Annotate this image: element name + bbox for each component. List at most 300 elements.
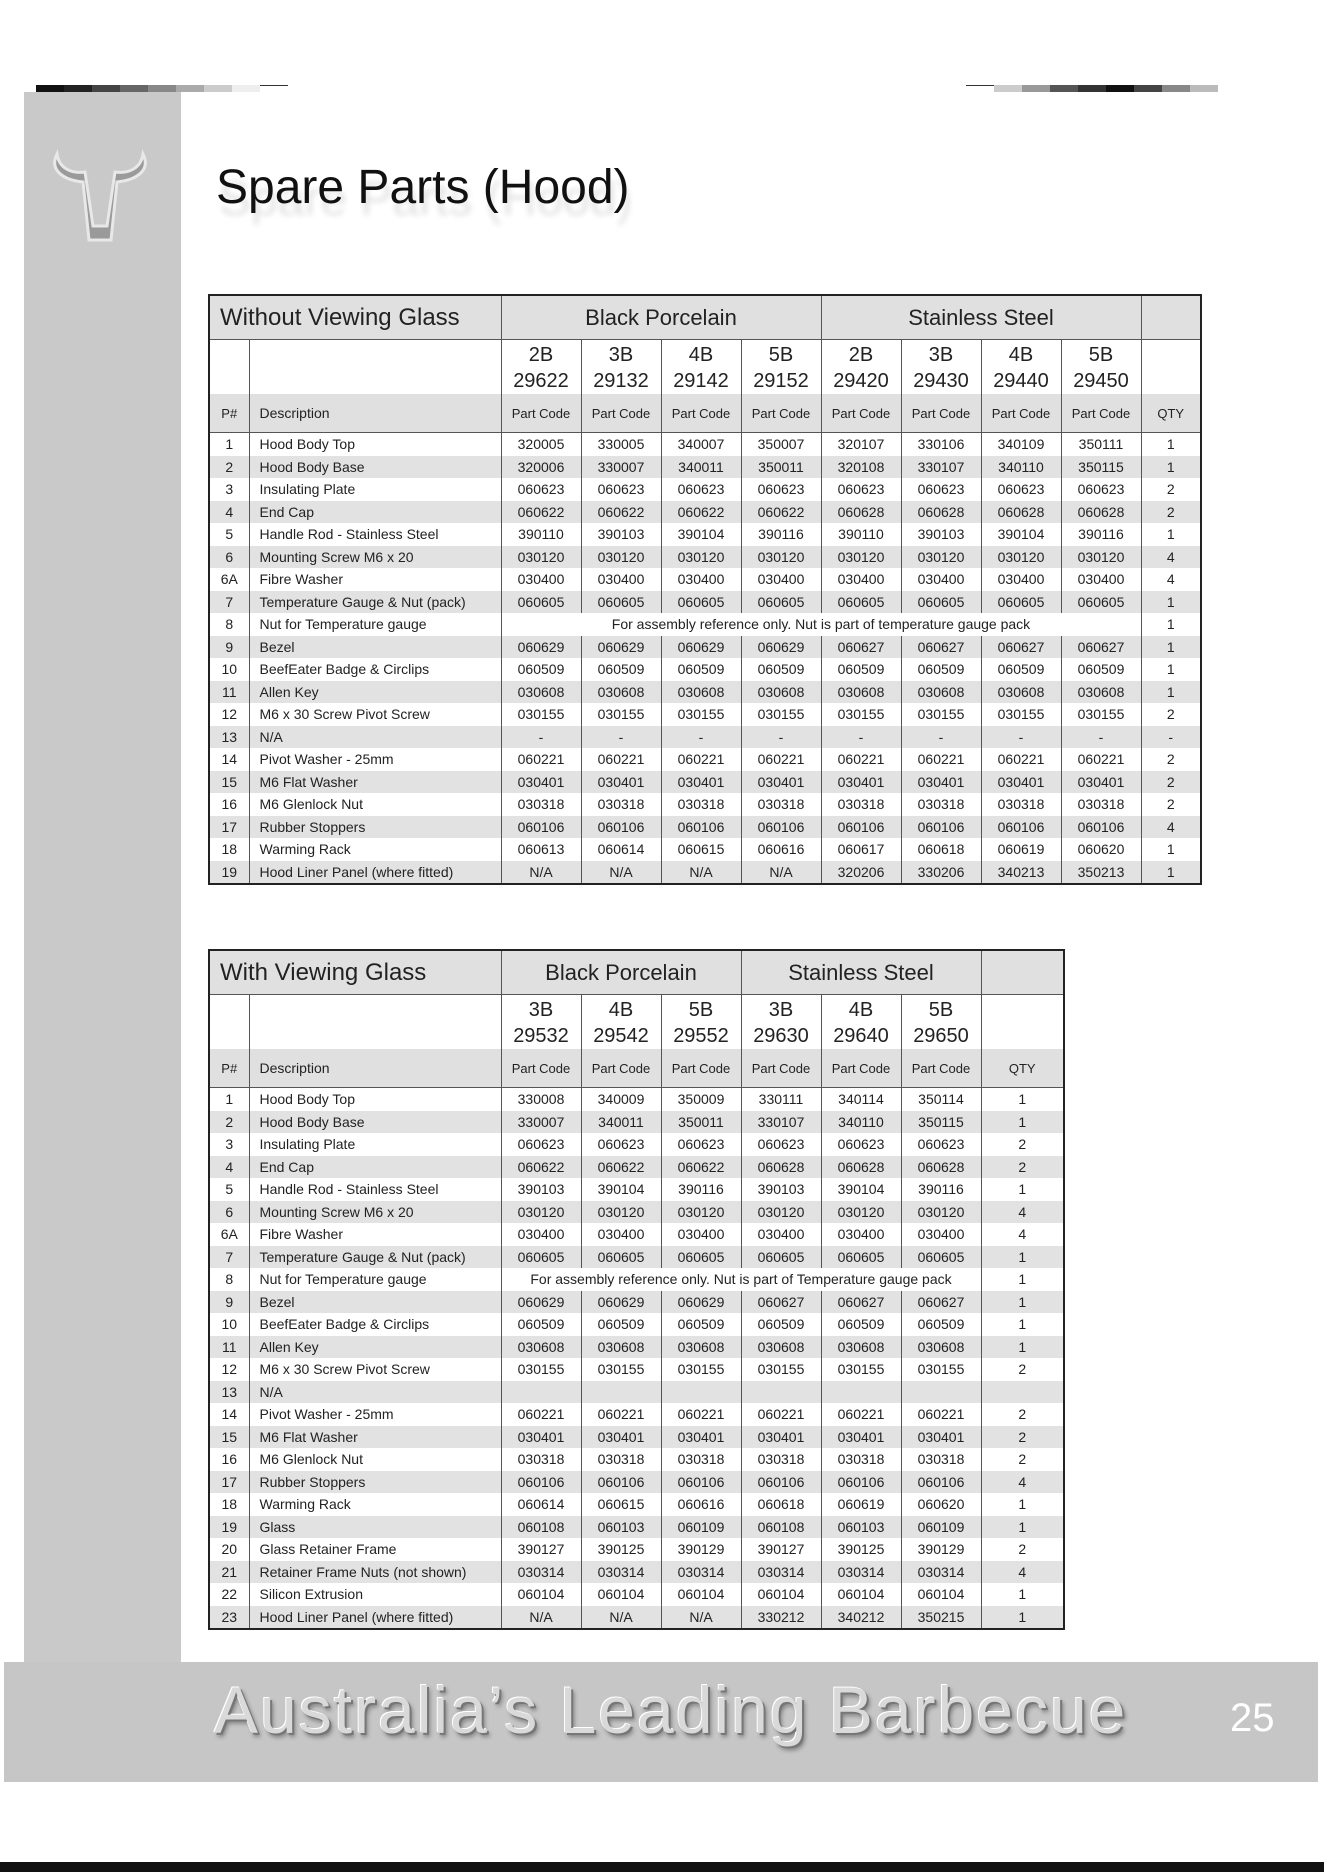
- part-code: 060106: [661, 816, 741, 839]
- part-description: Hood Body Base: [249, 1111, 501, 1134]
- part-code: 320005: [501, 433, 581, 456]
- quantity: 2: [1141, 478, 1201, 501]
- part-code: 060605: [901, 591, 981, 614]
- part-code: 390127: [741, 1538, 821, 1561]
- part-code: 030401: [981, 771, 1061, 794]
- part-number: 14: [209, 1403, 249, 1426]
- part-code: 030400: [1061, 568, 1141, 591]
- model-header: [581, 340, 661, 395]
- part-description: Temperature Gauge & Nut (pack): [249, 591, 501, 614]
- part-number: 2: [209, 456, 249, 479]
- part-code: 060618: [901, 838, 981, 861]
- quantity: 2: [1141, 748, 1201, 771]
- part-code: 030400: [741, 1223, 821, 1246]
- part-code: 030608: [501, 681, 581, 704]
- part-description: M6 x 30 Screw Pivot Screw: [249, 1358, 501, 1381]
- part-code: 030155: [741, 703, 821, 726]
- col-header-part-code: Part Code: [501, 394, 581, 433]
- part-code: 320206: [821, 861, 901, 885]
- table-row: [209, 1493, 1064, 1516]
- part-code: N/A: [501, 1606, 581, 1630]
- part-code: 060617: [821, 838, 901, 861]
- table-row: [209, 478, 1201, 501]
- part-code: 060509: [981, 658, 1061, 681]
- blank-header-cell: [209, 995, 249, 1050]
- part-description: Pivot Washer - 25mm: [249, 1403, 501, 1426]
- part-code: 030318: [821, 793, 901, 816]
- col-header-part-code: Part Code: [661, 1049, 741, 1088]
- table-row: [209, 1606, 1064, 1630]
- quantity: 1: [981, 1336, 1064, 1359]
- part-code: 390116: [901, 1178, 981, 1201]
- parts-table-without-viewing-glass: [208, 294, 1202, 885]
- table-row: [209, 793, 1201, 816]
- col-header-part-code: Part Code: [1061, 394, 1141, 433]
- part-code: 030318: [581, 1448, 661, 1471]
- part-code: 060614: [501, 1493, 581, 1516]
- part-code: 060108: [741, 1516, 821, 1539]
- part-code: 060104: [821, 1583, 901, 1606]
- part-code: 060629: [581, 1291, 661, 1314]
- part-code: 350215: [901, 1606, 981, 1630]
- part-code: 060605: [581, 1246, 661, 1269]
- part-code: 060221: [581, 1403, 661, 1426]
- part-code: [501, 1381, 581, 1404]
- part-code: 060623: [661, 1133, 741, 1156]
- quantity: 1: [1141, 613, 1201, 636]
- part-description: Warming Rack: [249, 838, 501, 861]
- quantity: 4: [1141, 816, 1201, 839]
- part-code: 060628: [981, 501, 1061, 524]
- model-header: [661, 995, 741, 1050]
- part-code: 060627: [821, 636, 901, 659]
- part-description: Retainer Frame Nuts (not shown): [249, 1561, 501, 1584]
- blank-header-cell: [249, 340, 501, 395]
- part-code: 060627: [821, 1291, 901, 1314]
- quantity: -: [1141, 726, 1201, 749]
- quantity: 2: [981, 1133, 1064, 1156]
- part-code: 060623: [501, 1133, 581, 1156]
- part-code: -: [821, 726, 901, 749]
- part-code: 330008: [501, 1088, 581, 1111]
- blank-header-cell: [981, 950, 1064, 995]
- col-header-part-code: Part Code: [821, 394, 901, 433]
- col-header-description: Description: [249, 394, 501, 433]
- table-row: [209, 501, 1201, 524]
- part-code: 060221: [501, 748, 581, 771]
- part-code: 030318: [501, 1448, 581, 1471]
- part-number: 10: [209, 1313, 249, 1336]
- part-code: 030401: [581, 1426, 661, 1449]
- part-code: 060622: [741, 501, 821, 524]
- table-title: With Viewing Glass: [209, 950, 501, 995]
- quantity: 1: [981, 1178, 1064, 1201]
- model-header: [501, 995, 581, 1050]
- part-code: 060509: [901, 658, 981, 681]
- part-number: 6A: [209, 568, 249, 591]
- part-code: 060629: [661, 636, 741, 659]
- part-number: 4: [209, 1156, 249, 1179]
- part-number: 14: [209, 748, 249, 771]
- part-code: 060628: [901, 1156, 981, 1179]
- part-number: 10: [209, 658, 249, 681]
- part-code: 030400: [741, 568, 821, 591]
- model-number: 29630: [753, 1025, 809, 1047]
- table-row: [209, 816, 1201, 839]
- part-description: Hood Body Top: [249, 1088, 501, 1111]
- model-number: 29152: [753, 370, 809, 392]
- table-row: [209, 726, 1201, 749]
- part-code: N/A: [661, 1606, 741, 1630]
- model-header: [741, 340, 821, 395]
- part-code: 340109: [981, 433, 1061, 456]
- part-code: 060628: [1061, 501, 1141, 524]
- table-row: [209, 523, 1201, 546]
- blank-header-cell: [1141, 295, 1201, 340]
- burner-count: 5B: [928, 999, 954, 1021]
- part-code: 390110: [501, 523, 581, 546]
- table-row: [209, 591, 1201, 614]
- col-header-qty: QTY: [981, 1049, 1064, 1088]
- part-code: 030120: [581, 546, 661, 569]
- model-number: 29420: [833, 370, 889, 392]
- part-description: Warming Rack: [249, 1493, 501, 1516]
- part-code: 390103: [581, 523, 661, 546]
- part-number: 15: [209, 771, 249, 794]
- part-code: 060509: [1061, 658, 1141, 681]
- col-header-p: P#: [209, 394, 249, 433]
- part-code: 060103: [581, 1516, 661, 1539]
- quantity: 1: [981, 1313, 1064, 1336]
- part-description: Hood Body Base: [249, 456, 501, 479]
- group-header-black-porcelain: Black Porcelain: [501, 950, 741, 995]
- quantity: 4: [981, 1201, 1064, 1224]
- part-code: 030318: [501, 793, 581, 816]
- table-row: [209, 681, 1201, 704]
- assembly-note: For assembly reference only. Nut is part of Temperature gauge pack: [501, 1268, 981, 1291]
- quantity: 1: [981, 1583, 1064, 1606]
- part-code: 060109: [901, 1516, 981, 1539]
- part-code: 030120: [741, 1201, 821, 1224]
- part-code: 390116: [661, 1178, 741, 1201]
- part-number: 16: [209, 793, 249, 816]
- model-header: [901, 995, 981, 1050]
- part-code: 340007: [661, 433, 741, 456]
- part-code: 030401: [821, 1426, 901, 1449]
- model-number: 29142: [673, 370, 729, 392]
- part-code: 060628: [901, 501, 981, 524]
- part-number: 5: [209, 1178, 249, 1201]
- part-code: N/A: [581, 1606, 661, 1630]
- part-code: 060605: [821, 591, 901, 614]
- quantity: 4: [1141, 568, 1201, 591]
- quantity: 2: [981, 1156, 1064, 1179]
- part-code: 340213: [981, 861, 1061, 885]
- part-number: 8: [209, 1268, 249, 1291]
- burner-count: 3B: [528, 999, 554, 1021]
- table-row: [209, 1313, 1064, 1336]
- table-row: [209, 1268, 1064, 1291]
- part-code: 350009: [661, 1088, 741, 1111]
- part-code: 060627: [1061, 636, 1141, 659]
- part-description: Fibre Washer: [249, 1223, 501, 1246]
- part-code: 060629: [661, 1291, 741, 1314]
- part-code: 030608: [581, 681, 661, 704]
- part-code: 060106: [1061, 816, 1141, 839]
- part-code: 060622: [501, 1156, 581, 1179]
- quantity: 2: [981, 1538, 1064, 1561]
- col-header-part-code: Part Code: [901, 1049, 981, 1088]
- part-code: -: [1061, 726, 1141, 749]
- part-code: 060628: [821, 1156, 901, 1179]
- part-code: 060629: [581, 636, 661, 659]
- part-code: 060106: [661, 1471, 741, 1494]
- part-code: 060605: [741, 1246, 821, 1269]
- part-code: 060605: [901, 1246, 981, 1269]
- quantity: 1: [1141, 433, 1201, 456]
- part-code: 340011: [661, 456, 741, 479]
- table-row: [209, 1516, 1064, 1539]
- table-row: [209, 1561, 1064, 1584]
- part-number: 1: [209, 433, 249, 456]
- part-description: M6 Glenlock Nut: [249, 1448, 501, 1471]
- part-description: Bezel: [249, 1291, 501, 1314]
- part-code: 030155: [741, 1358, 821, 1381]
- col-header-description: Description: [249, 1049, 501, 1088]
- part-code: 320108: [821, 456, 901, 479]
- part-code: 060221: [1061, 748, 1141, 771]
- footer-slogan: Australia’s Leading Barbecue: [214, 1673, 1128, 1747]
- part-description: Mounting Screw M6 x 20: [249, 546, 501, 569]
- part-code: 060623: [901, 1133, 981, 1156]
- part-code: [821, 1381, 901, 1404]
- quantity: 1: [981, 1516, 1064, 1539]
- part-code: 060509: [901, 1313, 981, 1336]
- part-code: 060509: [501, 1313, 581, 1336]
- part-code: 060629: [501, 1291, 581, 1314]
- group-header-stainless-steel: Stainless Steel: [821, 295, 1141, 340]
- part-code: 330111: [741, 1088, 821, 1111]
- part-code: 030120: [1061, 546, 1141, 569]
- part-code: 340011: [581, 1111, 661, 1134]
- part-code: 030400: [581, 568, 661, 591]
- part-code: 030155: [581, 703, 661, 726]
- part-code: 060627: [901, 636, 981, 659]
- part-code: 060221: [981, 748, 1061, 771]
- part-code: 060104: [741, 1583, 821, 1606]
- part-description: Glass: [249, 1516, 501, 1539]
- part-code: 030400: [821, 1223, 901, 1246]
- part-code: 060605: [981, 591, 1061, 614]
- part-code: 030120: [501, 546, 581, 569]
- part-code: 030155: [581, 1358, 661, 1381]
- table-row: [209, 1448, 1064, 1471]
- part-code: 060106: [741, 816, 821, 839]
- part-code: 030314: [581, 1561, 661, 1584]
- part-code: 030608: [821, 1336, 901, 1359]
- part-code: 060104: [661, 1583, 741, 1606]
- part-code: 060627: [741, 1291, 821, 1314]
- part-code: 060221: [901, 1403, 981, 1426]
- part-number: 9: [209, 1291, 249, 1314]
- part-code: 030400: [661, 568, 741, 591]
- quantity: 4: [981, 1223, 1064, 1246]
- part-code: 060620: [1061, 838, 1141, 861]
- part-code: 060605: [501, 591, 581, 614]
- table-row: [209, 456, 1201, 479]
- assembly-note: For assembly reference only. Nut is part of temperature gauge pack: [501, 613, 1141, 636]
- burner-count: 3B: [768, 999, 794, 1021]
- part-code: 390125: [821, 1538, 901, 1561]
- part-code: 390129: [661, 1538, 741, 1561]
- blank-header-cell: [981, 995, 1064, 1050]
- part-code: 030401: [501, 771, 581, 794]
- table-row: [209, 1538, 1064, 1561]
- part-code: 060618: [741, 1493, 821, 1516]
- part-number: 15: [209, 1426, 249, 1449]
- model-number: 29552: [673, 1025, 729, 1047]
- part-code: 030120: [981, 546, 1061, 569]
- part-code: 060106: [981, 816, 1061, 839]
- part-number: 13: [209, 726, 249, 749]
- part-number: 23: [209, 1606, 249, 1630]
- part-number: 18: [209, 838, 249, 861]
- part-description: Allen Key: [249, 681, 501, 704]
- part-code: 030120: [661, 1201, 741, 1224]
- part-code: 030120: [661, 546, 741, 569]
- model-header: [741, 995, 821, 1050]
- blank-header-cell: [249, 995, 501, 1050]
- part-code: 390103: [741, 1178, 821, 1201]
- part-code: 030155: [821, 703, 901, 726]
- table-row: [209, 1088, 1064, 1111]
- part-code: 060106: [501, 1471, 581, 1494]
- part-code: 030318: [901, 793, 981, 816]
- part-code: 030400: [661, 1223, 741, 1246]
- model-header: [821, 340, 901, 395]
- col-header-part-code: Part Code: [581, 1049, 661, 1088]
- part-code: 030608: [981, 681, 1061, 704]
- part-description: Insulating Plate: [249, 1133, 501, 1156]
- part-code: 330007: [501, 1111, 581, 1134]
- table-row: [209, 433, 1201, 456]
- part-code: 030401: [501, 1426, 581, 1449]
- table-row: [209, 1156, 1064, 1179]
- part-description: Silicon Extrusion: [249, 1583, 501, 1606]
- part-code: 030401: [901, 771, 981, 794]
- table-row: [209, 1583, 1064, 1606]
- part-code: 060221: [661, 748, 741, 771]
- col-header-part-code: Part Code: [661, 394, 741, 433]
- part-code: 060616: [741, 838, 821, 861]
- part-code: 030608: [1061, 681, 1141, 704]
- model-number: 29132: [593, 370, 649, 392]
- part-number: 2: [209, 1111, 249, 1134]
- model-number: 29440: [993, 370, 1049, 392]
- table-row: [209, 1336, 1064, 1359]
- part-code: 060104: [901, 1583, 981, 1606]
- part-code: 060108: [501, 1516, 581, 1539]
- table-row: [209, 1358, 1064, 1381]
- part-number: 11: [209, 681, 249, 704]
- table-row: [209, 748, 1201, 771]
- part-code: -: [981, 726, 1061, 749]
- table-row: [209, 1246, 1064, 1269]
- part-code: 060623: [501, 478, 581, 501]
- col-header-part-code: Part Code: [901, 394, 981, 433]
- part-code: 030120: [581, 1201, 661, 1224]
- part-code: 030608: [581, 1336, 661, 1359]
- part-code: 030318: [741, 793, 821, 816]
- part-code: 060622: [581, 1156, 661, 1179]
- part-number: 11: [209, 1336, 249, 1359]
- part-description: Fibre Washer: [249, 568, 501, 591]
- table-row: [209, 1291, 1064, 1314]
- part-code: 030608: [821, 681, 901, 704]
- part-code: 030401: [901, 1426, 981, 1449]
- part-description: End Cap: [249, 501, 501, 524]
- part-code: 030401: [1061, 771, 1141, 794]
- quantity: 1: [981, 1493, 1064, 1516]
- part-code: 060605: [661, 591, 741, 614]
- part-number: 6A: [209, 1223, 249, 1246]
- part-code: 060615: [661, 838, 741, 861]
- part-code: 060623: [741, 1133, 821, 1156]
- part-code: 030608: [741, 681, 821, 704]
- part-description: Hood Body Top: [249, 433, 501, 456]
- table-row: [209, 1471, 1064, 1494]
- part-code: 350011: [741, 456, 821, 479]
- part-code: [661, 1381, 741, 1404]
- part-description: Nut for Temperature gauge: [249, 613, 501, 636]
- part-number: 3: [209, 1133, 249, 1156]
- part-code: 030318: [1061, 793, 1141, 816]
- table-row: [209, 546, 1201, 569]
- part-description: Rubber Stoppers: [249, 1471, 501, 1494]
- part-code: 030314: [741, 1561, 821, 1584]
- part-code: 030401: [821, 771, 901, 794]
- part-code: 060106: [581, 816, 661, 839]
- part-code: -: [741, 726, 821, 749]
- part-code: 330107: [901, 456, 981, 479]
- part-code: 340114: [821, 1088, 901, 1111]
- table-row: [209, 1223, 1064, 1246]
- part-code: 060622: [501, 501, 581, 524]
- part-code: 390103: [501, 1178, 581, 1201]
- part-code: 060106: [821, 1471, 901, 1494]
- part-code: 030401: [661, 1426, 741, 1449]
- col-header-part-code: Part Code: [741, 1049, 821, 1088]
- part-code: 030155: [981, 703, 1061, 726]
- part-code: 330206: [901, 861, 981, 885]
- part-code: 060221: [501, 1403, 581, 1426]
- table-row: [209, 838, 1201, 861]
- part-code: 390104: [821, 1178, 901, 1201]
- part-description: BeefEater Badge & Circlips: [249, 1313, 501, 1336]
- part-description: Handle Rod - Stainless Steel: [249, 1178, 501, 1201]
- table-row: [209, 613, 1201, 636]
- part-code: 060605: [581, 591, 661, 614]
- part-code: 060509: [581, 658, 661, 681]
- table-row: [209, 771, 1201, 794]
- part-code: 060104: [501, 1583, 581, 1606]
- quantity: 2: [981, 1426, 1064, 1449]
- parts-table-with-viewing-glass: [208, 949, 1065, 1630]
- part-number: 21: [209, 1561, 249, 1584]
- part-code: 060221: [581, 748, 661, 771]
- part-code: 030401: [661, 771, 741, 794]
- part-code: N/A: [661, 861, 741, 885]
